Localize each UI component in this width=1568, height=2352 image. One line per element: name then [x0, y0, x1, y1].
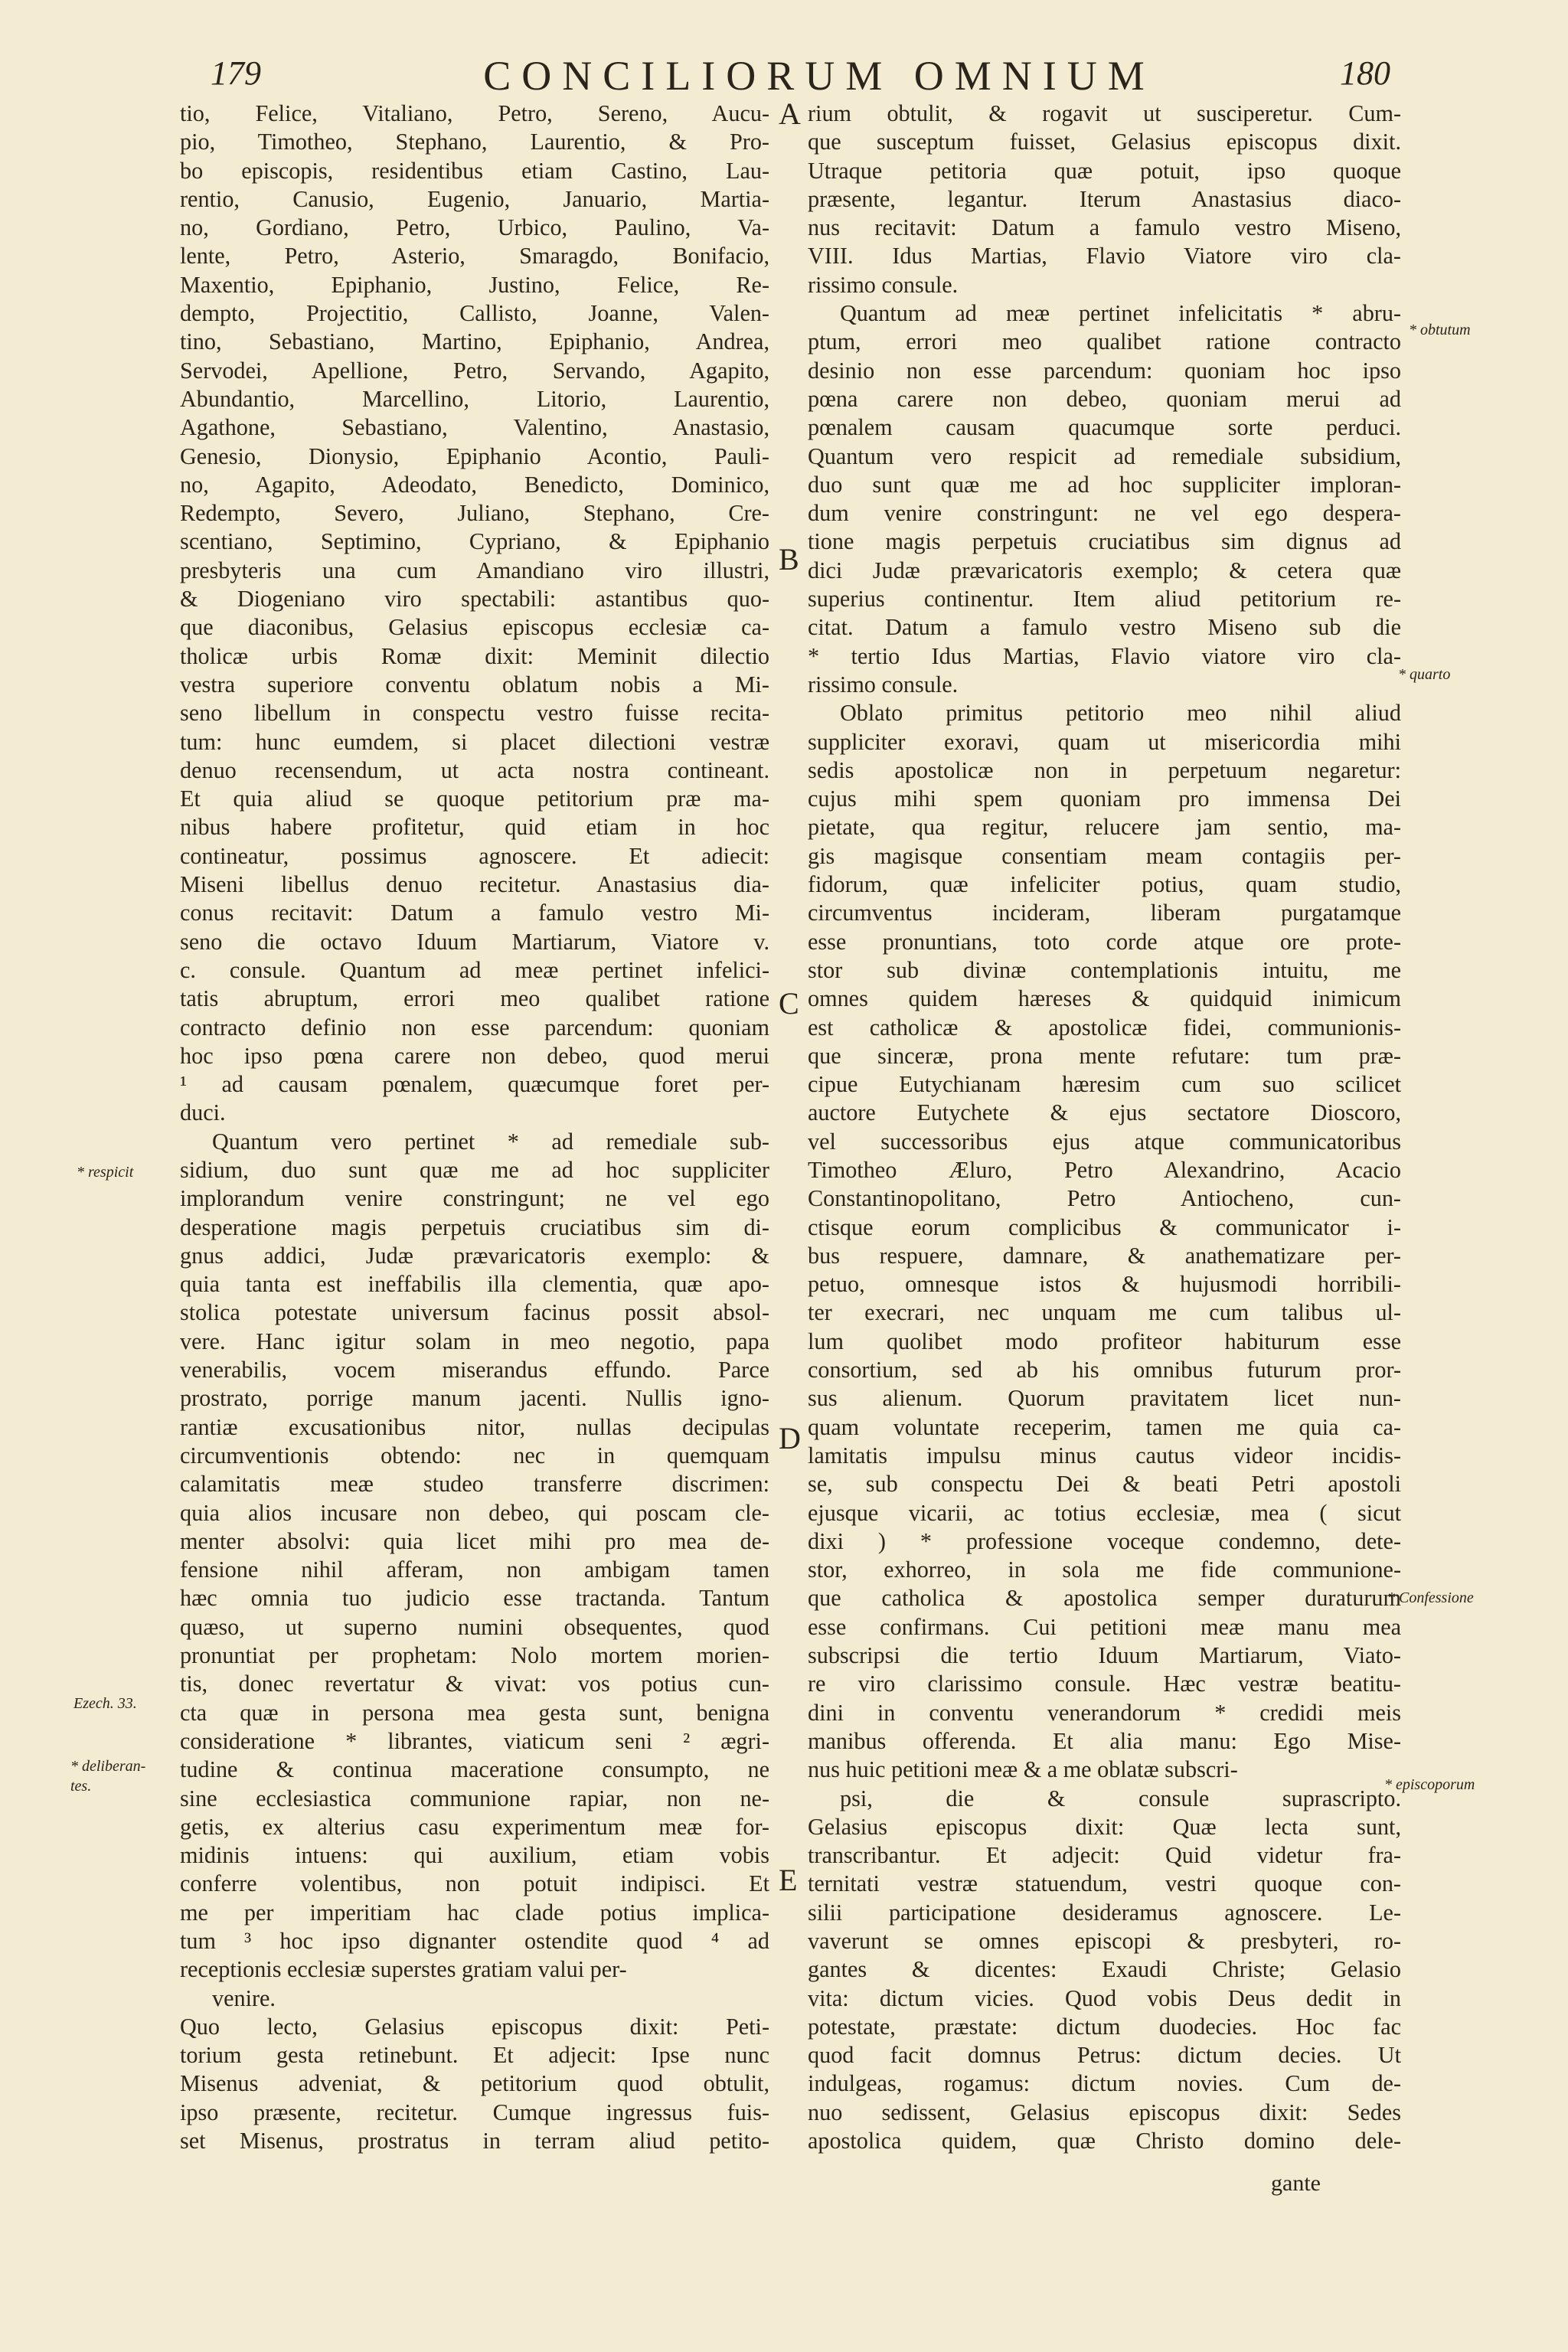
text-line: rentio, Canusio, Eugenio, Januario, Martia-: [180, 185, 769, 212]
text-line: indulgeas, rogamus: dictum novies. Cum de-: [808, 2070, 1401, 2097]
text-line: ternitati vestræ statuendum, vestri quoque con-: [808, 1870, 1401, 1897]
text-line: quam voluntate receperim, tamen me quia ca-: [808, 1413, 1401, 1440]
text-line: seno die octavo Iduum Martiarum, Viatore v.: [180, 928, 769, 955]
text-line: calamitatis meæ studeo transferre discrimen:: [180, 1471, 769, 1498]
text-line: auctore Eutychete & ejus sectatore Dioscoro,: [808, 1099, 1401, 1126]
text-line: tum ³ hoc ipso dignanter ostendite quod ⁴ ad: [180, 1928, 769, 1954]
text-line: ter execrari, nec unquam me cum talibus ul-: [808, 1299, 1401, 1326]
text-line: scentiano, Septimino, Cypriano, & Epiphanio: [180, 528, 769, 555]
text-line: Timotheo Æluro, Petro Alexandrino, Acacio: [808, 1156, 1401, 1183]
margin-note-ezech: Ezech. 33.: [74, 1695, 137, 1712]
text-line: prostrato, porrige manum jacenti. Nullis igno-: [180, 1385, 769, 1412]
text-line: sus alienum. Quorum pravitatem licet nun-: [808, 1385, 1401, 1412]
text-line: Quantum ad meæ pertinet infelicitatis * abru-: [840, 300, 1401, 327]
text-line: bo episcopis, residentibus etiam Castino, Lau-: [180, 157, 769, 184]
text-line: duci.: [180, 1099, 226, 1126]
text-line: desperatione magis perpetuis cruciatibus sim di-: [180, 1214, 769, 1240]
text-line: tum: hunc eumdem, si placet dilectioni vestræ: [180, 728, 769, 755]
section-letter-b: B: [779, 542, 799, 577]
text-line: hoc ipso pœna carere non debeo, quod merui: [180, 1042, 769, 1069]
text-line: consortium, sed ab his omnibus futurum pror-: [808, 1357, 1401, 1383]
text-line: subscripsi die tertio Iduum Martiarum, Viato-: [808, 1642, 1401, 1669]
text-line: nibus habere profitetur, quid etiam in hoc: [180, 814, 769, 841]
text-line: transcribantur. Et adjecit: Quid videtur fra-: [808, 1842, 1401, 1869]
text-line: me per imperitiam hac clade potius implica-: [180, 1899, 769, 1926]
text-line: tio, Felice, Vitaliano, Petro, Sereno, Aucu-: [180, 100, 769, 126]
text-line: Oblato primitus petitorio meo nihil aliud: [840, 700, 1401, 727]
text-line: presbyteris una cum Amandiano viro illustri,: [180, 557, 769, 583]
text-line: VIII. Idus Martias, Flavio Viatore viro cla-: [808, 243, 1401, 270]
margin-note-episcoporum: * episcoporum: [1384, 1776, 1475, 1793]
text-line: quia tanta est ineffabilis illa clementia, quæ apo-: [180, 1271, 769, 1298]
text-line: set Misenus, prostratus in terram aliud petito-: [180, 2128, 769, 2154]
text-line: dici Judæ prævaricatoris exemplo; & cetera quæ: [808, 557, 1401, 583]
text-line: c. consule. Quantum ad meæ pertinet infelici-: [180, 956, 769, 983]
catchword: gante: [1271, 2171, 1321, 2196]
text-line: venire.: [212, 1984, 276, 2011]
text-line: Gelasius episcopus dixit: Quæ lecta sunt,: [808, 1813, 1401, 1840]
text-line: midinis intuens: qui auxilium, etiam vobis: [180, 1842, 769, 1869]
text-line: hæc omnia tuo judicio esse tractanda. Tantum: [180, 1585, 769, 1612]
text-line: superius continentur. Item aliud petitorium re-: [808, 586, 1401, 612]
text-line: denuo recensendum, ut acta nostra contineant.: [180, 756, 769, 783]
text-line: quia alios incusare non debeo, qui poscam cle-: [180, 1499, 769, 1526]
text-line: psi, die & consule suprascripto.: [840, 1785, 1401, 1811]
text-line: receptionis ecclesiæ superstes gratiam valui per-: [180, 1956, 627, 1983]
text-line: rantiæ excusationibus nitor, nullas decipulas: [180, 1413, 769, 1440]
margin-note-obtutum: * obtutum: [1409, 322, 1471, 338]
text-line: ¹ ad causam pœnalem, quæcumque foret per-: [180, 1071, 769, 1098]
text-line: stolica potestate universum facinus possit absol-: [180, 1299, 769, 1326]
text-line: Quantum vero pertinet * ad remediale sub-: [212, 1128, 769, 1155]
text-line: tholicæ urbis Romæ dixit: Meminit dilectio: [180, 642, 769, 669]
text-line: contineatur, possimus agnoscere. Et adiecit:: [180, 842, 769, 869]
text-line: consideratione * librantes, viaticum seni ² ægri-: [180, 1727, 769, 1754]
text-line: vaverunt se omnes episcopi & presbyteri, ro-: [808, 1928, 1401, 1954]
text-line: stor, exhorreo, in sola me fide communione-: [808, 1557, 1401, 1583]
text-line: se, sub conspectu Dei & beati Petri apostoli: [808, 1471, 1401, 1498]
text-line: Utraque petitoria quæ potuit, ipso quoque: [808, 157, 1401, 184]
text-line: pietate, qua regitur, relucere jam sentio, ma-: [808, 814, 1401, 841]
text-line: lum quolibet modo profiteor habiturum esse: [808, 1328, 1401, 1354]
text-line: manibus offerenda. Et alia manu: Ego Mise-: [808, 1727, 1401, 1754]
text-line: vel successoribus ejus atque communicatoribus: [808, 1128, 1401, 1155]
text-line: dum venire constringunt: ne vel ego despera-: [808, 500, 1401, 527]
text-line: pœnalem causam quacumque sorte perduci.: [808, 414, 1401, 441]
text-line: rium obtulit, & rogavit ut susciperetur. Cum-: [808, 100, 1401, 126]
text-line: pio, Timotheo, Stephano, Laurentio, & Pro-: [180, 129, 769, 155]
text-line: ptum, errori meo qualibet ratione contracto: [808, 328, 1401, 355]
section-letter-e: E: [779, 1863, 798, 1897]
text-line: menter absolvi: quia licet mihi pro mea de-: [180, 1527, 769, 1554]
text-line: Genesio, Dionysio, Epiphanio Acontio, Pauli-: [180, 443, 769, 469]
text-line: lamitatis impulsu minus cautus videor incidis-: [808, 1442, 1401, 1468]
text-line: rissimo consule.: [808, 671, 959, 697]
page-number-right: 180: [1340, 54, 1390, 92]
text-line: que susceptum fuisset, Gelasius episcopus dixit.: [808, 129, 1401, 155]
text-line: pronuntiat per prophetam: Nolo mortem morien-: [180, 1642, 769, 1669]
text-line: lente, Petro, Asterio, Smaragdo, Bonifacio,: [180, 243, 769, 270]
text-line: que sinceræ, prona mente refutare: tum præ-: [808, 1042, 1401, 1069]
page-number-left: 179: [211, 54, 261, 92]
text-line: Et quia aliud se quoque petitorium præ ma-: [180, 786, 769, 812]
text-line: nus recitavit: Datum a famulo vestro Miseno,: [808, 214, 1401, 241]
margin-note-confessione: * Confessione: [1387, 1589, 1474, 1606]
text-line: no, Gordiano, Petro, Urbico, Paulino, Va-: [180, 214, 769, 241]
text-line: sedis apostolicæ non in perpetuum negaretur:: [808, 756, 1401, 783]
left-text-column: [180, 100, 769, 2155]
margin-note-respicit: * respicit: [77, 1164, 134, 1181]
running-title: CONCILIORUM OMNIUM: [483, 53, 1155, 99]
text-line: tis, donec revertatur & vivat: vos potius cun-: [180, 1671, 769, 1697]
margin-note-deliberantes: * deliberan- tes.: [70, 1758, 146, 1795]
text-line: dixi ) * professione voceque condemno, dete-: [808, 1527, 1401, 1554]
text-line: pœna carere non debeo, quoniam merui ad: [808, 385, 1401, 412]
text-line: desinio non esse parcendum: quoniam hoc ipso: [808, 357, 1401, 384]
section-letter-a: A: [779, 96, 801, 131]
text-line: Quo lecto, Gelasius episcopus dixit: Peti-: [180, 2013, 769, 2040]
text-line: dempto, Projectitio, Callisto, Joanne, Valen-: [180, 300, 769, 327]
text-line: tione magis perpetuis cruciatibus sim dignus ad: [808, 528, 1401, 555]
text-line: re viro clarissimo consule. Hæc vestræ beatitu-: [808, 1671, 1401, 1697]
text-line: seno libellum in conspectu vestro fuisse recita-: [180, 700, 769, 727]
text-line: rissimo consule.: [808, 271, 959, 298]
text-line: & Diogeniano viro spectabili: astantibus quo-: [180, 586, 769, 612]
text-line: potestate, præstate: dictum duodecies. Hoc fac: [808, 2013, 1401, 2040]
text-line: apostolica quidem, quæ Christo domino dele-: [808, 2128, 1401, 2154]
text-line: esse pronuntians, toto corde atque ore prote-: [808, 928, 1401, 955]
text-line: bus respuere, damnare, & anathematizare per-: [808, 1242, 1401, 1269]
text-line: getis, ex alterius casu experimentum meæ for-: [180, 1813, 769, 1840]
text-line: est catholicæ & apostolicæ fidei, communionis-: [808, 1014, 1401, 1040]
text-line: gantes & dicentes: Exaudi Christe; Gelasio: [808, 1956, 1401, 1983]
text-line: Constantinopolitano, Petro Antiocheno, cun-: [808, 1185, 1401, 1212]
text-line: stor sub divinæ contemplationis intuitu, me: [808, 956, 1401, 983]
text-line: ipso præsente, recitetur. Cumque ingressus fuis-: [180, 2099, 769, 2125]
text-line: sidium, duo sunt quæ me ad hoc suppliciter: [180, 1156, 769, 1183]
text-line: duo sunt quæ me ad hoc suppliciter imploran-: [808, 471, 1401, 498]
text-line: Quantum vero respicit ad remediale subsidium,: [808, 443, 1401, 469]
text-line: no, Agapito, Adeodato, Benedicto, Dominico,: [180, 471, 769, 498]
text-line: ctisque eorum complicibus & communicator i-: [808, 1214, 1401, 1240]
text-line: circumventionis obtendo: nec in quemquam: [180, 1442, 769, 1468]
text-line: Misenus adveniat, & petitorium quod obtulit,: [180, 2070, 769, 2097]
text-line: venerabilis, vocem miserandus effundo. Parce: [180, 1357, 769, 1383]
section-letter-d: D: [779, 1421, 801, 1455]
text-line: fidorum, quæ infeliciter potius, quam studio,: [808, 871, 1401, 898]
text-line: cujus mihi spem quoniam pro immensa Dei: [808, 786, 1401, 812]
text-line: præsente, legantur. Iterum Anastasius diaco-: [808, 185, 1401, 212]
text-line: fensione nihil afferam, non ambigam tamen: [180, 1557, 769, 1583]
text-line: dini in conventu venerandorum * credidi meis: [808, 1699, 1401, 1726]
text-line: sine ecclesiastica communione rapiar, non ne-: [180, 1785, 769, 1811]
text-line: conus recitavit: Datum a famulo vestro Mi-: [180, 900, 769, 926]
section-letter-c: C: [779, 986, 799, 1021]
text-line: torium gesta retinebunt. Et adjecit: Ipse nunc: [180, 2042, 769, 2069]
text-line: Miseni libellus denuo recitetur. Anastasius dia-: [180, 871, 769, 898]
right-text-column: [808, 100, 1401, 2155]
text-line: tudine & continua maceratione consumpto, ne: [180, 1756, 769, 1783]
text-line: nuo sedissent, Gelasius episcopus dixit: Sedes: [808, 2099, 1401, 2125]
text-line: omnes quidem hæreses & quidquid inimicum: [808, 985, 1401, 1012]
text-line: tatis abruptum, errori meo qualibet ratione: [180, 985, 769, 1012]
text-line: vestra superiore conventu oblatum nobis a Mi-: [180, 671, 769, 697]
text-line: nus huic petitioni meæ & a me oblatæ subscri-: [808, 1756, 1238, 1783]
text-line: Redempto, Severo, Juliano, Stephano, Cre-: [180, 500, 769, 527]
text-line: ejusque vicarii, ac totius ecclesiæ, mea ( sicut: [808, 1499, 1401, 1526]
text-line: conferre volentibus, non potuit indipisci. Et: [180, 1870, 769, 1897]
text-line: petuo, omnesque istos & hujusmodi horribili-: [808, 1271, 1401, 1298]
text-line: vere. Hanc igitur solam in meo negotio, papa: [180, 1328, 769, 1354]
text-line: circumventus incideram, liberam purgatamque: [808, 900, 1401, 926]
text-line: * tertio Idus Martias, Flavio viatore viro cla-: [808, 642, 1401, 669]
text-line: suppliciter exoravi, quam ut misericordia mihi: [808, 728, 1401, 755]
text-line: Agathone, Sebastiano, Valentino, Anastasio,: [180, 414, 769, 441]
text-line: cipue Eutychianam hæresim cum suo scilicet: [808, 1071, 1401, 1098]
text-line: implorandum venire constringunt; ne vel ego: [180, 1185, 769, 1212]
text-line: quod facit domnus Petrus: dictum decies. Ut: [808, 2042, 1401, 2069]
text-line: cta quæ in persona mea gesta sunt, benigna: [180, 1699, 769, 1726]
text-line: esse confirmans. Cui petitioni meæ manu mea: [808, 1613, 1401, 1640]
margin-note-quarto: * quarto: [1398, 666, 1451, 683]
text-line: que diaconibus, Gelasius episcopus ecclesiæ ca-: [180, 614, 769, 641]
text-line: gis magisque consentiam meam contagiis per-: [808, 842, 1401, 869]
text-line: quæso, ut superno numini obsequentes, quod: [180, 1613, 769, 1640]
text-line: que catholica & apostolica semper duraturum: [808, 1585, 1401, 1612]
text-line: vita: dictum vicies. Quod vobis Deus dedit in: [808, 1984, 1401, 2011]
text-line: Maxentio, Epiphanio, Justino, Felice, Re-: [180, 271, 769, 298]
text-line: tino, Sebastiano, Martino, Epiphanio, Andrea,: [180, 328, 769, 355]
text-line: citat. Datum a famulo vestro Miseno sub die: [808, 614, 1401, 641]
text-line: contracto definio non esse parcendum: quoniam: [180, 1014, 769, 1040]
text-line: Abundantio, Marcellino, Litorio, Laurentio,: [180, 385, 769, 412]
text-line: Servodei, Apellione, Petro, Servando, Agapito,: [180, 357, 769, 384]
text-line: silii participatione desideramus agnoscere. Le-: [808, 1899, 1401, 1926]
text-line: gnus addici, Judæ prævaricatoris exemplo: &: [180, 1242, 769, 1269]
